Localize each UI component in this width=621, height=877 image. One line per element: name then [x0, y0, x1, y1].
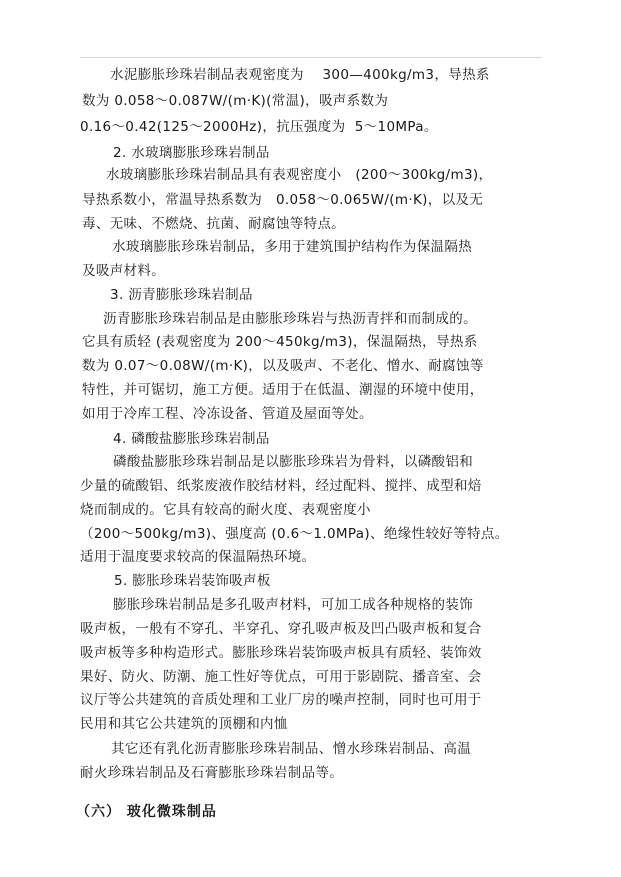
paragraph-line: 耐火珍珠岩制品及石膏膨胀珍珠岩制品等。: [80, 765, 344, 781]
paragraph-line: 导热系数小，常温导热系数为 0.058～0.065W/(m·K)，以及无: [82, 192, 484, 208]
paragraph-line: 果好、防火、防潮、施工性好等优点，可用于影剧院、播音室、会: [80, 669, 482, 685]
paragraph-line: 特性，并可锯切，施工方便。适用于在低温、潮湿的环境中使用，: [82, 382, 484, 398]
paragraph-line: 数为 0.058～0.087W/(m·K)(常温)，吸声系数为: [82, 93, 389, 109]
paragraph-line: 烧而制成的。它具有较高的耐火度、表观密度小: [80, 502, 371, 518]
paragraph-line: 沥青膨胀珍珠岩制品是由膨胀珍珠岩与热沥青拌和而制成的。: [103, 311, 477, 327]
paragraph-line: 议厅等公共建筑的音质处理和工业厂房的噪声控制，同时也可用于: [80, 692, 482, 708]
paragraph-line: （200～500kg/m3)、强度高 (0.6～1.0MPa)、绝缘性较好等特点。: [80, 526, 509, 542]
paragraph-line: 它具有质轻 (表观密度为 200～450kg/m3)，保温隔热，导热系: [82, 334, 478, 350]
header-rule: [80, 57, 542, 58]
section-heading: 2. 水玻璃膨胀珍珠岩制品: [113, 145, 270, 161]
paragraph-line: 水泥膨胀珍珠岩制品表观密度为 300—400kg/m3，导热系: [110, 67, 490, 83]
paragraph-line: 水玻璃膨胀珍珠岩制品，多用于建筑围护结构作为保温隔热: [112, 239, 473, 255]
paragraph-line: 及吸声材料。: [82, 263, 166, 279]
paragraph-line: 毒、无味、不燃烧、抗菌、耐腐蚀等特点。: [82, 216, 346, 232]
chapter-heading: （六） 玻化微珠制品: [76, 804, 217, 820]
paragraph-line: 吸声板，一般有不穿孔、半穿孔、穿孔吸声板及凹凸吸声板和复合: [80, 621, 482, 637]
section-heading: 4. 磷酸盐膨胀珍珠岩制品: [113, 431, 270, 447]
paragraph-line: 适用于温度要求较高的保温隔热环境。: [80, 549, 316, 565]
paragraph-line: 磷酸盐膨胀珍珠岩制品是以膨胀珍珠岩为骨料，以磷酸铝和: [113, 454, 474, 470]
paragraph-line: 吸声板等多种构造形式。膨胀珍珠岩装饰吸声板具有质轻、装饰效: [80, 645, 482, 661]
paragraph-line: 数为 0.07～0.08W/(m·K)，以及吸声、不老化、憎水、耐腐蚀等: [82, 358, 484, 374]
section-heading: 5. 膨胀珍珠岩装饰吸声板: [114, 573, 271, 589]
paragraph-line: 如用于冷库工程、冷冻设备、管道及屋面等处。: [82, 406, 373, 422]
section-heading: 3. 沥青膨胀珍珠岩制品: [110, 287, 253, 303]
paragraph-line: 少量的硫酸铝、纸浆废液作胶结材料，经过配料、搅拌、成型和焙: [80, 478, 482, 494]
paragraph-line: 其它还有乳化沥青膨胀珍珠岩制品、憎水珍珠岩制品、高温: [111, 741, 472, 757]
paragraph-line: 水玻璃膨胀珍珠岩制品具有表观密度小 (200～300kg/m3)，: [106, 167, 493, 183]
paragraph-line: 膨胀珍珠岩制品是多孔吸声材料，可加工成各种规格的装饰: [113, 597, 474, 613]
paragraph-line: 0.16～0.42(125～2000Hz)，抗压强度为 5～10MPa。: [80, 119, 438, 135]
paragraph-line: 民用和其它公共建筑的顶棚和内恤: [80, 716, 288, 732]
